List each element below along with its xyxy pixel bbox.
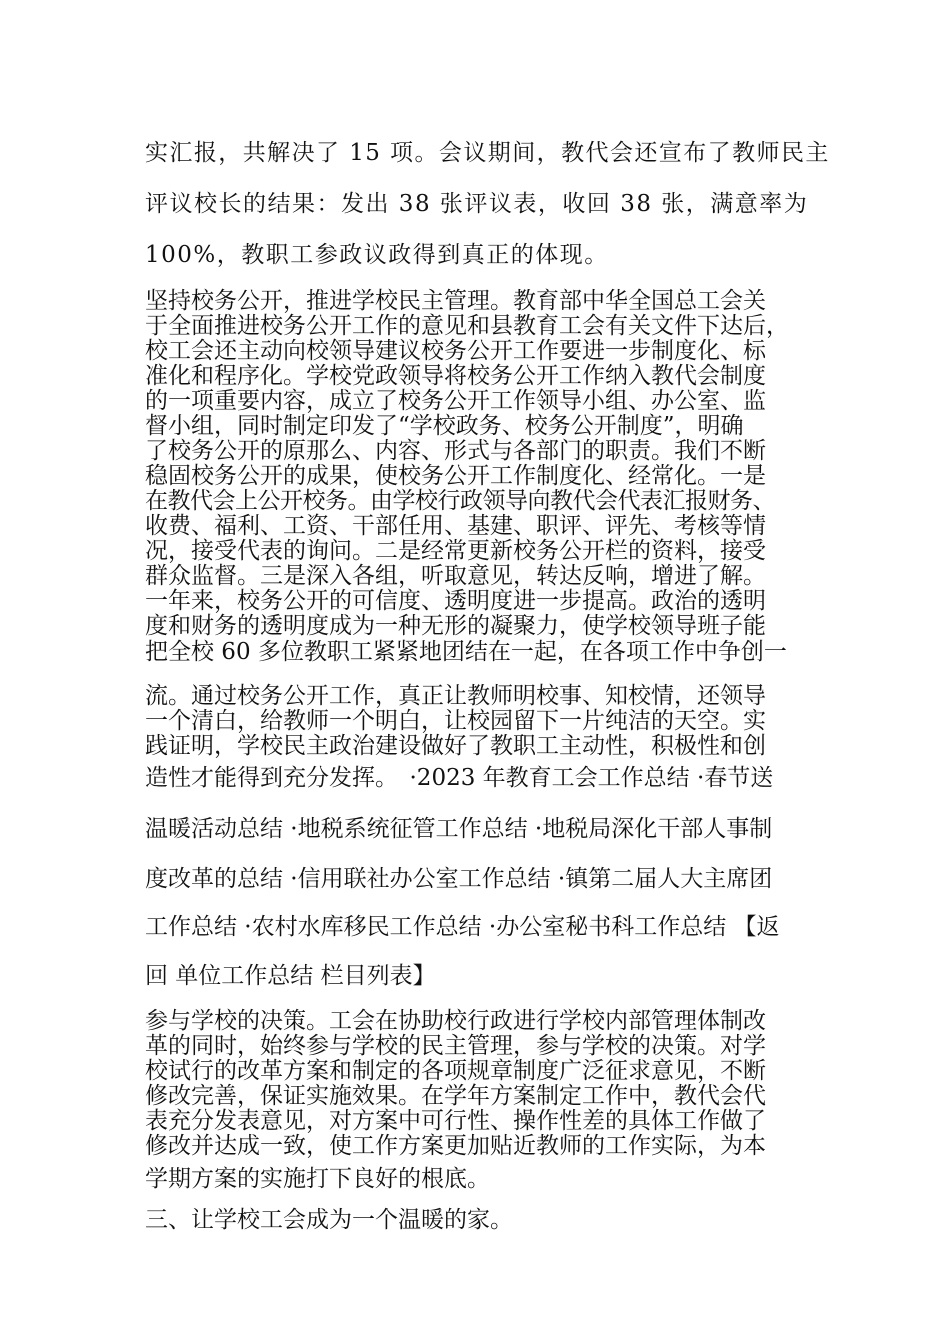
text-line: 造性才能得到充分发挥。 ·2023 年教育工会工作总结 ·春节送 xyxy=(145,765,774,791)
text-line: 稳固校务公开的成果，使校务公开工作制度化、经常化。一是 xyxy=(145,463,766,489)
text-line: 评议校长的结果：发出 38 张评议表，收回 38 张，满意率为 xyxy=(145,191,809,217)
section-heading: 三、让学校工会成为一个温暖的家。 xyxy=(145,1207,513,1233)
text-line: 况，接受代表的询问。二是经常更新校务公开栏的资料，接受 xyxy=(145,538,766,564)
text-line: 参与学校的决策。工会在协助校行政进行学校内部管理体制改 xyxy=(145,1008,766,1034)
text-line: 校工会还主动向校领导建议校务公开工作要进一步制度化、标 xyxy=(145,338,766,364)
text-line: 在教代会上公开校务。由学校行政领导向教代会代表汇报财务、 xyxy=(145,488,775,514)
text-line: 践证明，学校民主政治建设做好了教职工主动性，积极性和创 xyxy=(145,733,766,759)
text-line: 准化和程序化。学校党政领导将校务公开工作纳入教代会制度 xyxy=(145,363,766,389)
text-line: 革的同时，始终参与学校的民主管理，参与学校的决策。对学 xyxy=(145,1033,766,1059)
text-line: 于全面推进校务公开工作的意见和县教育工会有关文件下达后， xyxy=(145,313,789,339)
text-line: 温暖活动总结 ·地税系统征管工作总结 ·地税局深化干部人事制 xyxy=(145,816,773,842)
text-line: 度改革的总结 ·信用联社办公室工作总结 ·镇第二届人大主席团 xyxy=(145,866,773,892)
text-line: 一年来，校务公开的可信度、透明度进一步提高。政治的透明 xyxy=(145,588,766,614)
text-line: 了校务公开的原那么、内容、形式与各部门的职责。我们不断 xyxy=(145,438,766,464)
text-line: 学期方案的实施打下良好的根底。 xyxy=(145,1166,490,1192)
text-line: 流。通过校务公开工作，真正让教师明校事、知校情，还领导 xyxy=(145,683,766,709)
text-line: 修改完善，保证实施效果。在学年方案制定工作中，教代会代 xyxy=(145,1083,766,1109)
text-line: 100%，教职工参政议政得到真正的体现。 xyxy=(145,242,609,268)
text-line: 度和财务的透明度成为一种无形的凝聚力，使学校领导班子能 xyxy=(145,613,766,639)
text-line: 表充分发表意见，对方案中可行性、操作性差的具体工作做了 xyxy=(145,1108,766,1134)
text-line: 收费、福利、工资、干部任用、基建、职评、评先、考核等情 xyxy=(145,513,766,539)
text-line: 督小组，同时制定印发了“学校政务、校务公开制度”，明确 xyxy=(145,413,744,439)
text-line: 坚持校务公开，推进学校民主管理。教育部中华全国总工会关 xyxy=(145,288,766,314)
text-line: 的一项重要内容，成立了校务公开工作领导小组、办公室、监 xyxy=(145,388,766,414)
text-line: 校试行的改革方案和制定的各项规章制度广泛征求意见，不断 xyxy=(145,1058,766,1084)
text-line: 工作总结 ·农村水库移民工作总结 ·办公室秘书科工作总结 【返 xyxy=(145,914,780,940)
text-line: 实汇报，共解决了 15 项。会议期间，教代会还宣布了教师民主 xyxy=(145,140,830,166)
text-line: 把全校 60 多位教职工紧紧地团结在一起，在各项工作中争创一 xyxy=(145,639,787,665)
text-line: 一个清白，给教师一个明白，让校园留下一片纯洁的天空。实 xyxy=(145,708,766,734)
text-line: 群众监督。三是深入各组，听取意见，转达反响，增进了解。 xyxy=(145,563,766,589)
text-line: 回 单位工作总结 栏目列表】 xyxy=(145,963,436,989)
text-line: 修改并达成一致，使工作方案更加贴近教师的工作实际，为本 xyxy=(145,1133,766,1159)
